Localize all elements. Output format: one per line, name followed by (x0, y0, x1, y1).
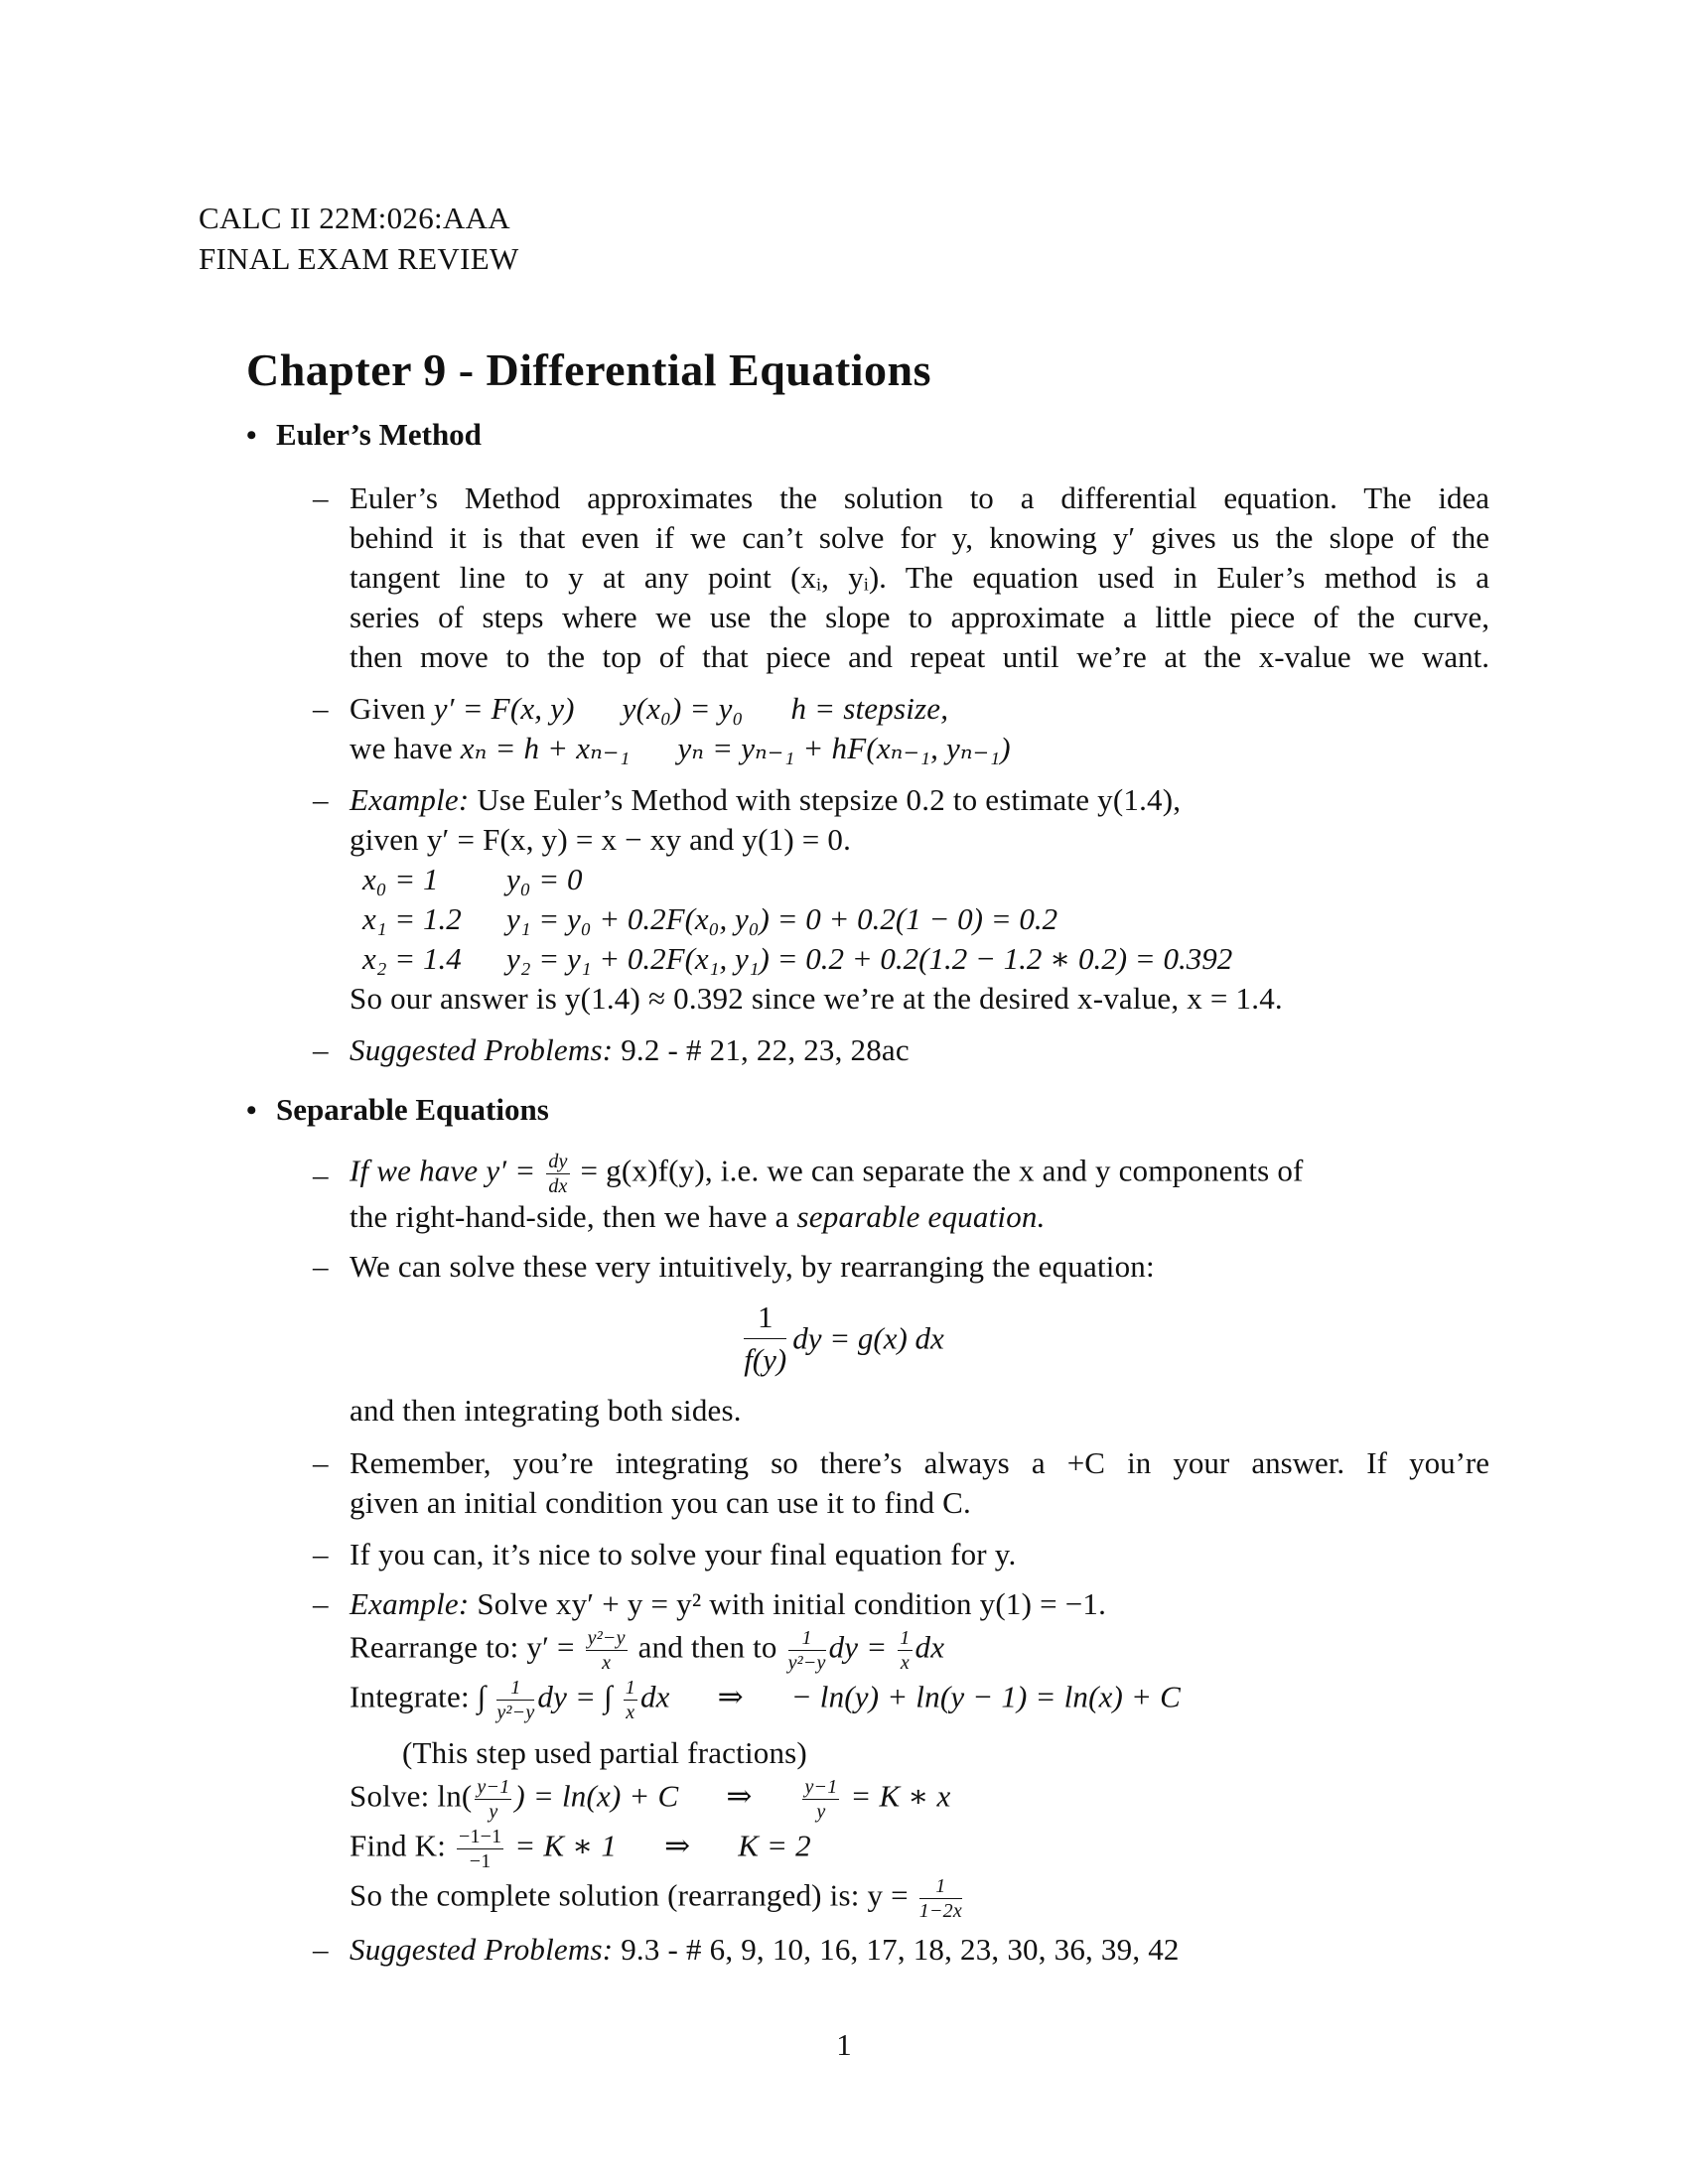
course-code: CALC II 22M:026:AAA (199, 201, 510, 235)
find-k-line (350, 1827, 811, 1871)
example-given-line: given y′ = F(x, y) = x − xy and y(1) = 0. (350, 822, 852, 857)
example-text: Use Euler’s Method with stepsize 0.2 to estimate y(1.4), (477, 782, 1182, 817)
paragraph-line: Remember, you’re integrating so there’s always a +C in your answer. If you’re (350, 1445, 1489, 1480)
bullet-icon: • (246, 1094, 257, 1127)
given-label: Given (350, 691, 426, 726)
dash-icon: – (313, 1032, 329, 1067)
fraction: $\frac{-1-1}{-1}$ (458, 1826, 502, 1872)
paragraph-line: Euler’s Method approximates the solution to a differential equation. The idea (350, 480, 1489, 515)
example-label: Example: (350, 782, 470, 817)
step-y: y₀ = 0 (506, 862, 583, 896)
stepsize-definition: h = stepsize, (790, 691, 949, 726)
implies-icon: ⇒ (717, 1679, 744, 1714)
section-title: Euler’s Method (276, 417, 482, 452)
rearrange-label: Rearrange to: y′ = (350, 1629, 575, 1665)
step-x: x₁ = 1.2 (362, 901, 462, 936)
fraction: $\frac{1}{x}$ (900, 1627, 911, 1674)
rearrange-intro: We can solve these very intuitively, by rearranging the equation: (350, 1249, 1155, 1284)
given-equation: y′ = F(x, y) (433, 691, 575, 726)
fraction: $\frac{1}{\text{y²−y}}$ (787, 1627, 826, 1674)
definition-text: = g(x)f(y), i.e. we can separate the x and y components of (580, 1153, 1304, 1188)
final-solution-line (350, 1876, 965, 1921)
section-heading-separable-equations (246, 1092, 549, 1128)
section-heading-eulers-method (246, 417, 482, 453)
display-equation (0, 1300, 1688, 1377)
integrate-both-sides: and then integrating both sides. (350, 1393, 742, 1428)
step-x: x₂ = 1.4 (362, 941, 462, 976)
paragraph-line: tangent line to y at any point (xᵢ, yᵢ). The equation used in Euler’s method is a (350, 560, 1489, 595)
suggested-list: 9.3 - # 6, 9, 10, 16, 17, 18, 23, 30, 36, 39, 42 (621, 1932, 1180, 1967)
dash-icon: – (313, 1158, 329, 1192)
suggested-problems (350, 1932, 1180, 1968)
dash-icon: – (313, 1537, 329, 1571)
example-conclusion: So our answer is y(1.4) ≈ 0.392 since we’re at the desired x-value, x = 1.4. (350, 981, 1283, 1016)
dy-dx-fraction: $\frac{dy}{dx}$ (548, 1151, 568, 1197)
example-line (350, 1586, 1106, 1622)
section-title: Separable Equations (276, 1092, 549, 1127)
solve-line (350, 1777, 950, 1822)
integrate-line (350, 1678, 1181, 1722)
dash-icon: – (313, 691, 329, 726)
example-line (350, 782, 1181, 818)
paragraph-line: then move to the top of that piece and repeat until we’re at the x-value we want. (350, 639, 1489, 674)
fraction: $\frac{y-1}{y}$ (477, 1776, 510, 1823)
implies-icon: ⇒ (726, 1778, 753, 1814)
integrate-text: dx (639, 1679, 670, 1714)
document-subtitle: FINAL EXAM REVIEW (199, 241, 519, 276)
euler-step-2 (362, 941, 1232, 977)
paragraph-line: given an initial condition you can use it to find C. (350, 1485, 971, 1520)
bullet-icon: • (246, 419, 257, 452)
separable-equation-term: separable equation. (796, 1199, 1046, 1234)
suggested-label: Suggested Problems: (350, 1032, 614, 1067)
rearrange-text: and then to (637, 1629, 777, 1665)
suggested-label: Suggested Problems: (350, 1932, 614, 1967)
paragraph-line: series of steps where we use the slope to approximate a little piece of the curve, (350, 600, 1489, 634)
solve-label: Solve: ln( (350, 1778, 473, 1814)
integrate-text: dy = ∫ (537, 1679, 613, 1714)
euler-recurrence-line (350, 731, 1011, 766)
initial-condition: y(x₀) = y₀ (622, 691, 744, 726)
separable-definition-line2 (350, 1199, 1046, 1235)
euler-step-1 (362, 901, 1057, 937)
one-over-f-fraction: $\frac{1}{f(y)}$ (744, 1299, 787, 1378)
definition-text: the right-hand-side, then we have a (350, 1199, 789, 1234)
suggested-problems (350, 1032, 910, 1068)
definition-text: If we have y′ = (350, 1153, 536, 1188)
example-text: Solve xy′ + y = y² with initial condition y(1) = −1. (477, 1586, 1107, 1621)
fraction: $\frac{1}{x}$ (625, 1677, 635, 1723)
rearrange-text: dy = (828, 1629, 888, 1665)
example-label: Example: (350, 1586, 470, 1621)
integrate-label: Integrate: ∫ (350, 1679, 487, 1714)
display-equation-rhs: dy = g(x) dx (792, 1320, 944, 1356)
find-k-label: Find K: (350, 1828, 447, 1863)
find-k-result: K = 2 (738, 1828, 811, 1863)
find-k-text: = K ∗ 1 (514, 1828, 618, 1863)
dash-icon: – (313, 1586, 329, 1621)
y-recurrence: yₙ = yₙ₋₁ + hF(xₙ₋₁, yₙ₋₁) (677, 731, 1011, 765)
solve-for-y-tip: If you can, it’s nice to solve your final equation for y. (350, 1537, 1017, 1571)
step-y: y₂ = y₁ + 0.2F(x₁, y₁) = 0.2 + 0.2(1.2 − 1.2 ∗ 0.2) = 0.392 (506, 941, 1233, 976)
chapter-title: Chapter 9 - Differential Equations (246, 344, 931, 395)
dash-icon: – (313, 1932, 329, 1967)
fraction: $\frac{1}{\text{y²−y}}$ (496, 1677, 535, 1723)
partial-fractions-note: (This step used partial fractions) (402, 1735, 807, 1770)
step-y: y₁ = y₀ + 0.2F(x₀, y₀) = 0 + 0.2(1 − 0) = 0.2 (506, 901, 1058, 936)
step-x: x₀ = 1 (362, 862, 439, 896)
fraction: $\frac{\text{y²−y}}{x}$ (587, 1627, 626, 1674)
dash-icon: – (313, 480, 329, 515)
suggested-list: 9.2 - # 21, 22, 23, 28ac (621, 1032, 910, 1067)
paragraph-line: behind it is that even if we can’t solve for y, knowing y′ gives us the slope of the (350, 520, 1489, 555)
dash-icon: – (313, 782, 329, 817)
fraction: $\frac{1}{1-2x}$ (918, 1875, 962, 1922)
integrate-result: − ln(y) + ln(y − 1) = ln(x) + C (790, 1679, 1181, 1714)
solve-text: ) = ln(x) + C (514, 1778, 679, 1814)
solve-text: = K ∗ x (850, 1778, 951, 1814)
fraction: $\frac{y-1}{y}$ (804, 1776, 838, 1823)
final-solution-label: So the complete solution (rearranged) is: y = (350, 1877, 909, 1913)
dash-icon: – (313, 1249, 329, 1284)
dash-icon: – (313, 1445, 329, 1480)
rearrange-line (350, 1628, 944, 1673)
x-recurrence: xₙ = h + xₙ₋₁ (460, 731, 631, 765)
euler-given-line (350, 691, 948, 727)
have-label: we have (350, 731, 453, 765)
rearrange-text: dx (914, 1629, 945, 1665)
implies-icon: ⇒ (664, 1828, 691, 1863)
separable-definition-line (350, 1152, 1304, 1196)
euler-step-0 (362, 862, 582, 897)
page-number: 1 (836, 2027, 852, 2062)
